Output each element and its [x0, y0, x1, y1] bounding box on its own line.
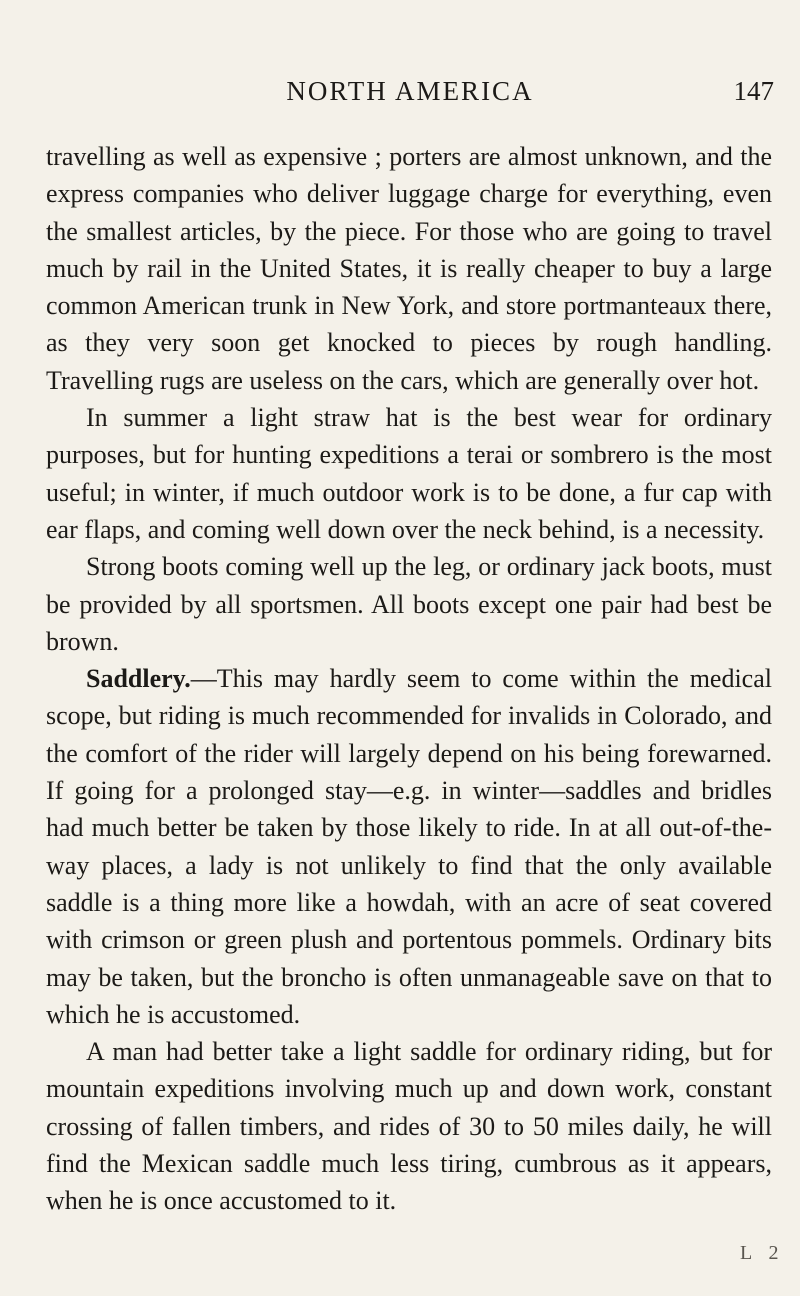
sidehead-saddlery: Saddlery. [86, 664, 191, 694]
running-head [46, 76, 774, 116]
body-text [46, 138, 772, 1220]
running-title: NORTH AMERICA [286, 76, 534, 106]
paragraph-boots: Strong boots coming well up the leg, or ordinary jack boots, must be provided by all sportsmen. All boots except one pair had best be brown. [46, 552, 772, 656]
paragraph-saddlery-text: —This may hardly seem to come within the medical scope, but riding is much recommended for invalids in Colorado, and the comfort of the rider will largely depend on his being forewarned. If going for a prolonged stay—e.g. in winter—saddles and bridles had much better be taken by those likely to ride. In at all out-of-the-way places, a lady is not unlikely to find that the only available saddle is a thing more like a howdah, with an acre of seat covered with crimson or green plush and portentous pommels. Ordinary bits may be taken, but the broncho is often unmanageable save on that to which he is accustomed. [46, 664, 772, 1029]
paragraph-luggage: travelling as well as expensive ; porters are almost unknown, and the express companies who deliver luggage charge for everything, even the smallest articles, by the piece. For those who are going to travel much by rail in the United States, it is really cheaper to buy a large common American trunk in New York, and store portmanteaux there, as they very soon get knocked to pieces by rough handling. Travelling rugs are useless on the cars, which are generally over hot. [46, 142, 772, 395]
paragraph-hats: In summer a light straw hat is the best wear for ordinary purposes, but for hunting expeditions a terai or sombrero is the most useful; in winter, if much outdoor work is to be done, a fur cap with ear flaps, and coming well down over the neck behind, is a necessity. [46, 403, 772, 544]
signature-mark: L 2 [740, 1242, 785, 1264]
page-number: 147 [733, 76, 774, 106]
paragraph-saddlery [46, 660, 772, 1033]
paragraph-mexican-saddle: A man had better take a light saddle for ordinary riding, but for mountain expeditions involving much up and down work, constant crossing of fallen timbers, and rides of 30 to 50 miles daily, he will find the Mexican saddle much less tiring, cumbrous as it appears, when he is once accustomed to it. [46, 1037, 772, 1216]
